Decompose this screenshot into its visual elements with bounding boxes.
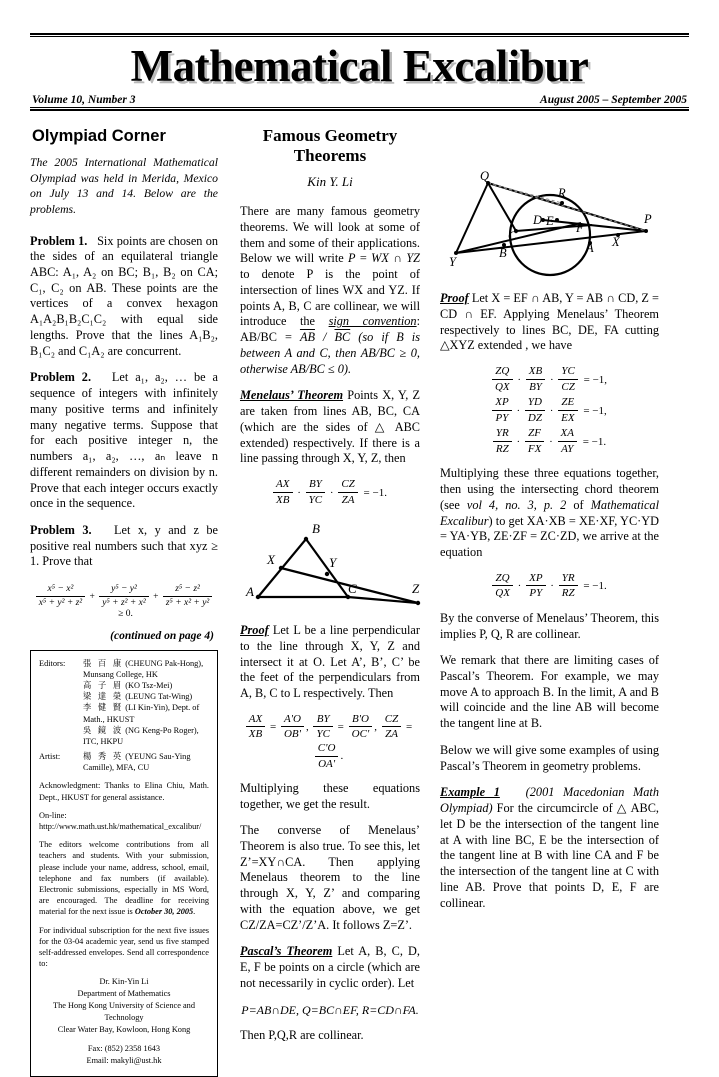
equals-2: = (337, 721, 344, 734)
editor-cjk-name: 吳 鏡 波 (83, 724, 124, 735)
multiply-dot: · (549, 404, 554, 417)
frac-denominator: BY (529, 380, 542, 393)
frac-denominator: RZ (495, 443, 509, 456)
proof-after-text: Multiplying these equations together, we get the result. (240, 780, 420, 811)
frac-denominator: XB (276, 493, 290, 506)
term-1-denominator: x⁵ + y² + z² (38, 598, 83, 609)
menelaus-frac-3 (338, 478, 357, 507)
editor-cjk-name: 高 子 眉 (83, 679, 124, 690)
frac-denominator: QX (494, 380, 510, 393)
formula-term-2 (99, 584, 148, 609)
eq3-frac-3 (558, 427, 577, 456)
editors-row (39, 658, 209, 748)
frac-numerator: AX (273, 478, 292, 493)
intro-part-b: to denote P is the point of intersection of lines WX and YZ. If points A, B, C are collinear, we will introduce the (240, 267, 420, 329)
diagram-label-X: X (267, 552, 275, 568)
address-line: Dr. Kin-Yin Li (99, 977, 149, 987)
pascal-remark-text: We remark that there are limiting cases of Pascal’s Theorem. For example, we may move A to approach B. In the limit, A and B will coincide and the line AB will become the tangent line at B. (440, 653, 659, 731)
menelaus-text: Points X, Y, Z are taken from lines AB, BC, CA (which are the sides of △ ABC extended) respectively. If there is a line passing through X, Y, Z, then (240, 388, 420, 466)
frac-denominator: ZA (385, 728, 398, 741)
term-2-numerator: y⁵ − y² (99, 584, 148, 597)
article-author: Kin Y. Li (307, 174, 353, 190)
pascal-proof (440, 291, 659, 354)
article-title: Famous Geometry Theorems (262, 126, 398, 166)
pascal-proof-text: Let X = EF ∩ AB, Y = AB ∩ CD, Z = CD ∩ EF. Applying Menelaus’ Theorem respectively to lines BC, DE, FA cutting △XYZ extended , we have (440, 291, 659, 353)
frac-numerator: XP (526, 572, 545, 587)
term-3-numerator: z⁵ − z² (163, 584, 212, 597)
eq4-frac-2 (526, 572, 545, 601)
frac-numerator: A'O (281, 713, 304, 728)
frac-denominator: QX (495, 587, 510, 600)
equals-3: = (406, 721, 413, 734)
address-line: Department of Mathematics (77, 989, 171, 999)
frac-numerator: AX (246, 713, 265, 728)
issue-line (30, 92, 689, 107)
multiply-part-b: of (566, 497, 591, 512)
menelaus-theorem (240, 388, 420, 467)
pascal-label-Q: Q (480, 169, 490, 184)
editor-entry (83, 658, 209, 680)
pascal-proof-heading: Proof (440, 291, 469, 306)
eq2-frac-3 (558, 396, 577, 425)
example-1-text: For the circumcircle of △ ABC, let D be the intersection of the tangent line at A with line BC, E be the intersection of the tangent line at B with line CA and F be the intersection of the tangent line at C with line AB. Prove that points D, E, F are collinear. (440, 801, 659, 910)
multiply-dot: · (517, 580, 522, 593)
frac-denominator: YC (316, 728, 330, 741)
pascal-equation-1 (440, 365, 659, 394)
multiply-reference: vol 4, no. 3, p. 2 (466, 497, 567, 512)
problem-2 (30, 370, 218, 512)
online-section (39, 810, 209, 832)
frac-numerator: CZ (382, 713, 401, 728)
frac-denominator: ZA (341, 493, 355, 506)
problem-3-formula (30, 584, 218, 619)
proof-frac-2b (349, 713, 373, 742)
proof-frac-3b (315, 742, 339, 771)
multiply-dot: · (516, 435, 521, 448)
pascal-equation-2 (440, 396, 659, 425)
editors-box (30, 650, 218, 1077)
editor-roman-name: (CHEUNG Pak-Hong), Munsang College, HK (83, 658, 204, 679)
proof-frac-2 (313, 713, 332, 742)
editors-names (83, 658, 209, 748)
frac-denominator: OC' (351, 728, 370, 741)
frac-numerator: YR (493, 427, 512, 442)
pascal-conclusion: Then P,Q,R are collinear. (240, 1027, 364, 1042)
frac-denominator: YC (308, 493, 323, 506)
pascal-circle (510, 195, 590, 275)
problem-1-text: Six points are chosen on the sides of an equilateral triangle ABC: A₁, A₂ on BC; B₁, B₂ on CA; C₁, C₂ on AB. These points are the vertices of a convex hexagon A₁A₂B₁B₂C₁C₂ with equal side lengths. Prove that the lines A₁B₂, B₁C₂ and C₁A₂ are concurrent. (30, 233, 218, 358)
frac-denominator: EX (561, 411, 575, 424)
eq1-frac-2 (526, 365, 545, 394)
pascal-label-D: D (533, 213, 543, 228)
intro-part-a: There are many famous geometry theorems. We will look at some of them and some of their applications. Below we will write (240, 204, 420, 266)
frac-numerator: YR (559, 572, 578, 587)
artist-name (83, 751, 209, 773)
diagram-label-Z: Z (412, 581, 420, 597)
frac-numerator: C'O (315, 742, 339, 757)
menelaus-rhs: = −1. (363, 486, 387, 499)
frac-numerator: ZQ (492, 572, 513, 587)
proof-heading: Proof (240, 623, 269, 638)
email-address[interactable]: Email: makyli@ust.hk (86, 1056, 162, 1066)
three-column-layout (30, 125, 689, 1077)
problem-3 (30, 523, 218, 570)
frac-numerator: XP (492, 396, 511, 411)
publication-title: Mathematical Excalibur (130, 41, 589, 91)
pascal-multiply-paragraph (440, 466, 659, 560)
plus-sign-2: + (153, 591, 159, 602)
pascal-label-X: X (612, 235, 620, 250)
pascal-label-R: R (558, 186, 566, 201)
pascal-equation-4 (440, 572, 659, 601)
pascal-label-E: E (546, 214, 554, 229)
acknowledgment-text: Acknowledgment: Thanks to Elina Chiu, Math. Dept., HKUST for general assistance. (39, 781, 209, 802)
eq1-rhs: = −1, (583, 373, 608, 386)
example-1 (440, 785, 659, 911)
address-line: The Hong Kong University of Science and Technology (53, 1001, 195, 1023)
comma-2: , (374, 721, 378, 734)
multiply-dot: · (549, 435, 553, 448)
multiply-part-c: ) to get XA·XB = XE·XF, YC·YD = YA·YB, ZE·ZF = ZC·ZD, we arrive at the equation (440, 513, 659, 559)
frac-numerator: B'O (349, 713, 373, 728)
column-middle (230, 125, 430, 1054)
multiply-dot: · (550, 580, 554, 593)
volume-number: Volume 10, Number 3 (32, 94, 136, 107)
fax-number: Fax: (852) 2358 1643 (87, 1044, 161, 1054)
issue-dates: August 2005 – September 2005 (540, 94, 687, 107)
artist-roman-name: (YEUNG Sau-Ying Camille), MFA, CU (83, 752, 191, 773)
term-1-numerator: x⁵ − x² (36, 584, 85, 597)
deadline-date: October 30, 2005 (134, 907, 194, 917)
multiply-part-a: Multiplying these three equations together, then using the intersecting chord theorem (see (440, 466, 659, 512)
term-2-denominator: y⁵ + z² + x² (102, 598, 146, 609)
eq2-rhs: = −1, (583, 404, 607, 417)
editor-entry (83, 702, 209, 724)
editor-entry (83, 691, 209, 702)
multiply-dot: · (297, 486, 301, 499)
pascal-label-Y: Y (449, 255, 456, 270)
frac-denominator: PY (495, 411, 509, 424)
olympiad-corner-heading: Olympiad Corner (32, 127, 166, 146)
eq1-frac-3 (558, 365, 577, 394)
frac-denominator: XB (248, 728, 263, 741)
editor-roman-name: (LEUNG Tat-Wing) (125, 692, 193, 702)
eq4-frac-3 (559, 572, 578, 601)
comma-1: , (305, 721, 309, 734)
contact-block (39, 1043, 209, 1067)
proof-frac-1 (246, 713, 265, 742)
menelaus-formula (240, 478, 420, 507)
frac-denominator: RZ (561, 587, 575, 600)
masthead-bottom-rule (30, 107, 689, 111)
problem-2-label: Problem 2. (30, 370, 92, 385)
eq1-frac-1 (492, 365, 513, 394)
frac-denominator: PY (529, 587, 543, 600)
pascal-diagram (440, 163, 659, 283)
eq2-frac-2 (525, 396, 545, 425)
proof-frac-3 (382, 713, 401, 742)
diagram-label-A: A (246, 584, 254, 600)
menelaus-frac-1 (273, 478, 292, 507)
pascal-text: Let A, B, C, D, E, F be points on a circle (which are not necessarily in cyclic order). Let (240, 944, 420, 990)
frac-denominator: DZ (527, 411, 542, 424)
problem-1 (30, 234, 218, 360)
column-right (430, 125, 659, 922)
artist-cjk-name: 楊 秀 英 (83, 751, 124, 762)
welcome-text-post: . (193, 907, 196, 917)
editor-cjk-name: 張 百 康 (83, 657, 124, 668)
eq3-frac-2 (525, 427, 544, 456)
multiply-dot: · (329, 486, 334, 499)
eq2-frac-1 (492, 396, 511, 425)
artist-label: Artist: (39, 752, 61, 762)
frac-numerator: ZE (558, 396, 577, 411)
newsletter-page (0, 33, 719, 1066)
term-3-denominator: z⁵ + x² + y² (165, 598, 210, 609)
editor-cjk-name: 李 健 賢 (83, 702, 124, 713)
formula-term-1 (36, 584, 85, 609)
frac-denominator: OA' (318, 757, 336, 770)
online-label: On-line: (39, 810, 67, 820)
editor-roman-name: (NG Keng-Po Roger), ITC, HKPU (83, 725, 199, 746)
proof-text: Let L be a line perpendicular to the line through X, Y, Z and intersect it at O. Let A’, B’, C’ be the feet of the perpendiculars from A, B, C to L respectively. Then (240, 623, 420, 700)
menelaus-frac-2 (306, 478, 325, 507)
eq4-frac-1 (492, 572, 513, 601)
formula-tail: ≥ 0. (118, 609, 133, 620)
pascal-label-A: A (586, 241, 594, 256)
multiply-journal-name: Mathematical Excalibur (440, 497, 659, 528)
menelaus-diagram (240, 517, 420, 615)
editor-entry (83, 680, 209, 691)
menelaus-converse: The converse of Menelaus’ Theorem is also true. To see this, let Z’=XY∩CA. Then applying Menelaus theorem to the line through X, Y, Z’ and comparing with the equation above, we get CZ/ZA=CZ’/Z’A. It follows Z=Z’. (240, 823, 420, 932)
pascal-below-text: Below we will give some examples of using Pascal’s Theorem in geometry problems. (440, 742, 659, 773)
frac-numerator: ZF (525, 427, 544, 442)
pascal-equation-3 (440, 427, 659, 456)
editor-roman-name: (KO Tsz-Mei) (125, 680, 173, 690)
example-1-heading: Example 1 (440, 785, 500, 800)
problem-3-label: Problem 3. (30, 522, 92, 537)
continued-note: (continued on page 4) (110, 629, 214, 642)
frac-numerator: YC (558, 365, 577, 380)
frac-denominator: OB' (283, 728, 301, 741)
diagram-label-Y: Y (329, 555, 337, 571)
pascal-label-F: F (576, 221, 584, 236)
intro-part-d: (so if B is between A and C, then AB/BC ≥ 0, otherwise AB/BC ≤ 0). (240, 330, 420, 376)
example-1-source: (2001 Macedonian Math Olympiad) (440, 785, 659, 816)
welcome-text-pre: The editors welcome contributions from all teachers and students. With your submission, please include your name, address, school, email, telephone and fax numbers (if available). Electronic submissions, especially in MS Word, are encouraged. The deadline for receiving material for the next issue is (39, 840, 209, 917)
welcome-text (39, 839, 209, 917)
pascal-converse-text: By the converse of Menelaus’ Theorem, this implies P, Q, R are collinear. (440, 610, 659, 641)
address-block (39, 976, 209, 1036)
sign-convention-term: sign convention (328, 314, 417, 329)
pascal-label-P: P (644, 212, 652, 227)
olympiad-corner-intro: The 2005 International Mathematical Olympiad was held in Merida, Mexico on July 13 and 14. Below are the problems. (30, 156, 218, 216)
frac-numerator: XA (558, 427, 577, 442)
problem-1-label: Problem 1. (30, 233, 88, 248)
masthead (30, 37, 689, 92)
frac-denominator: FX (527, 443, 542, 456)
proof-frac-1b (281, 713, 304, 742)
menelaus-heading: Menelaus’ Theorem (240, 388, 344, 403)
frac-numerator: CZ (338, 478, 357, 493)
frac-numerator: XB (526, 365, 545, 380)
frac-numerator: YD (525, 396, 545, 411)
proof-formula (240, 713, 420, 771)
eq3-rhs: = −1. (582, 435, 607, 448)
article-intro: There are many famous geometry theorems. We will look at some of them and some of their applications. Below we will write P = WX ∩ YZ to denote P is the point of intersection of lines WX and YZ. If points A, B, C are collinear, we will introduce the sign convention: $AB/BC = \overline{AB} / \overline{BC}$ (so if B is between A and C, then AB/BC ≥ 0, otherwise AB/BC ≤ 0). (240, 204, 421, 376)
equals-1: = (269, 721, 277, 734)
pascal-label-C: C (508, 229, 517, 244)
editor-entry (83, 725, 209, 747)
editor-roman-name: (LI Kin-Yin), Dept. of Math., HKUST (83, 703, 200, 724)
pascal-theorem (240, 944, 420, 991)
formula-term-3 (163, 584, 212, 609)
pascal-formula: P=AB∩DE, Q=BC∩EF, R=CD∩FA. (241, 1002, 419, 1017)
period-end: . (340, 750, 344, 763)
multiply-dot: · (517, 373, 522, 386)
editor-cjk-name: 梁 達 榮 (83, 691, 124, 702)
problem-2-text: Let a₁, a₂, … be a sequence of integers with infinitely many positive terms and infinitely many negative terms. Suppose that for each positive integer n, the numbers a₁, a₂, …, aₙ leave n different remainders on division by n. Prove that each integer occurs exactly once in the sequence. (30, 370, 218, 511)
pascal-heading: Pascal’s Theorem (240, 944, 333, 959)
plus-sign-1: + (89, 591, 95, 602)
column-left (30, 125, 230, 1077)
frac-denominator: CZ (561, 380, 575, 393)
multiply-dot: · (516, 404, 521, 417)
diagram-label-B: B (312, 521, 320, 537)
diagram-label-C: C (348, 581, 357, 597)
frac-denominator: AY (561, 443, 574, 456)
frac-numerator: BY (306, 478, 325, 493)
editors-label: Editors: (39, 658, 66, 668)
subscription-text: For individual subscription for the next five issues for the 03-04 academic year, send us five stamped self-addressed envelopes. Send all correspondence to: (39, 925, 209, 969)
frac-numerator: BY (313, 713, 332, 728)
pascal-label-B: B (499, 246, 507, 261)
eq3-frac-1 (493, 427, 512, 456)
multiply-dot: · (549, 373, 554, 386)
frac-numerator: ZQ (492, 365, 513, 380)
artist-row (39, 751, 209, 773)
eq4-rhs: = −1. (583, 580, 607, 593)
address-line: Clear Water Bay, Kowloon, Hong Kong (57, 1025, 191, 1035)
intro-part-c: : AB/BC = (240, 314, 421, 345)
online-url[interactable]: http://www.math.ust.hk/mathematical_excalibur/ (39, 822, 202, 832)
menelaus-proof (240, 623, 420, 702)
problem-3-text: Let x, y and z be positive real numbers such that xyz ≥ 1. Prove that (30, 522, 218, 569)
